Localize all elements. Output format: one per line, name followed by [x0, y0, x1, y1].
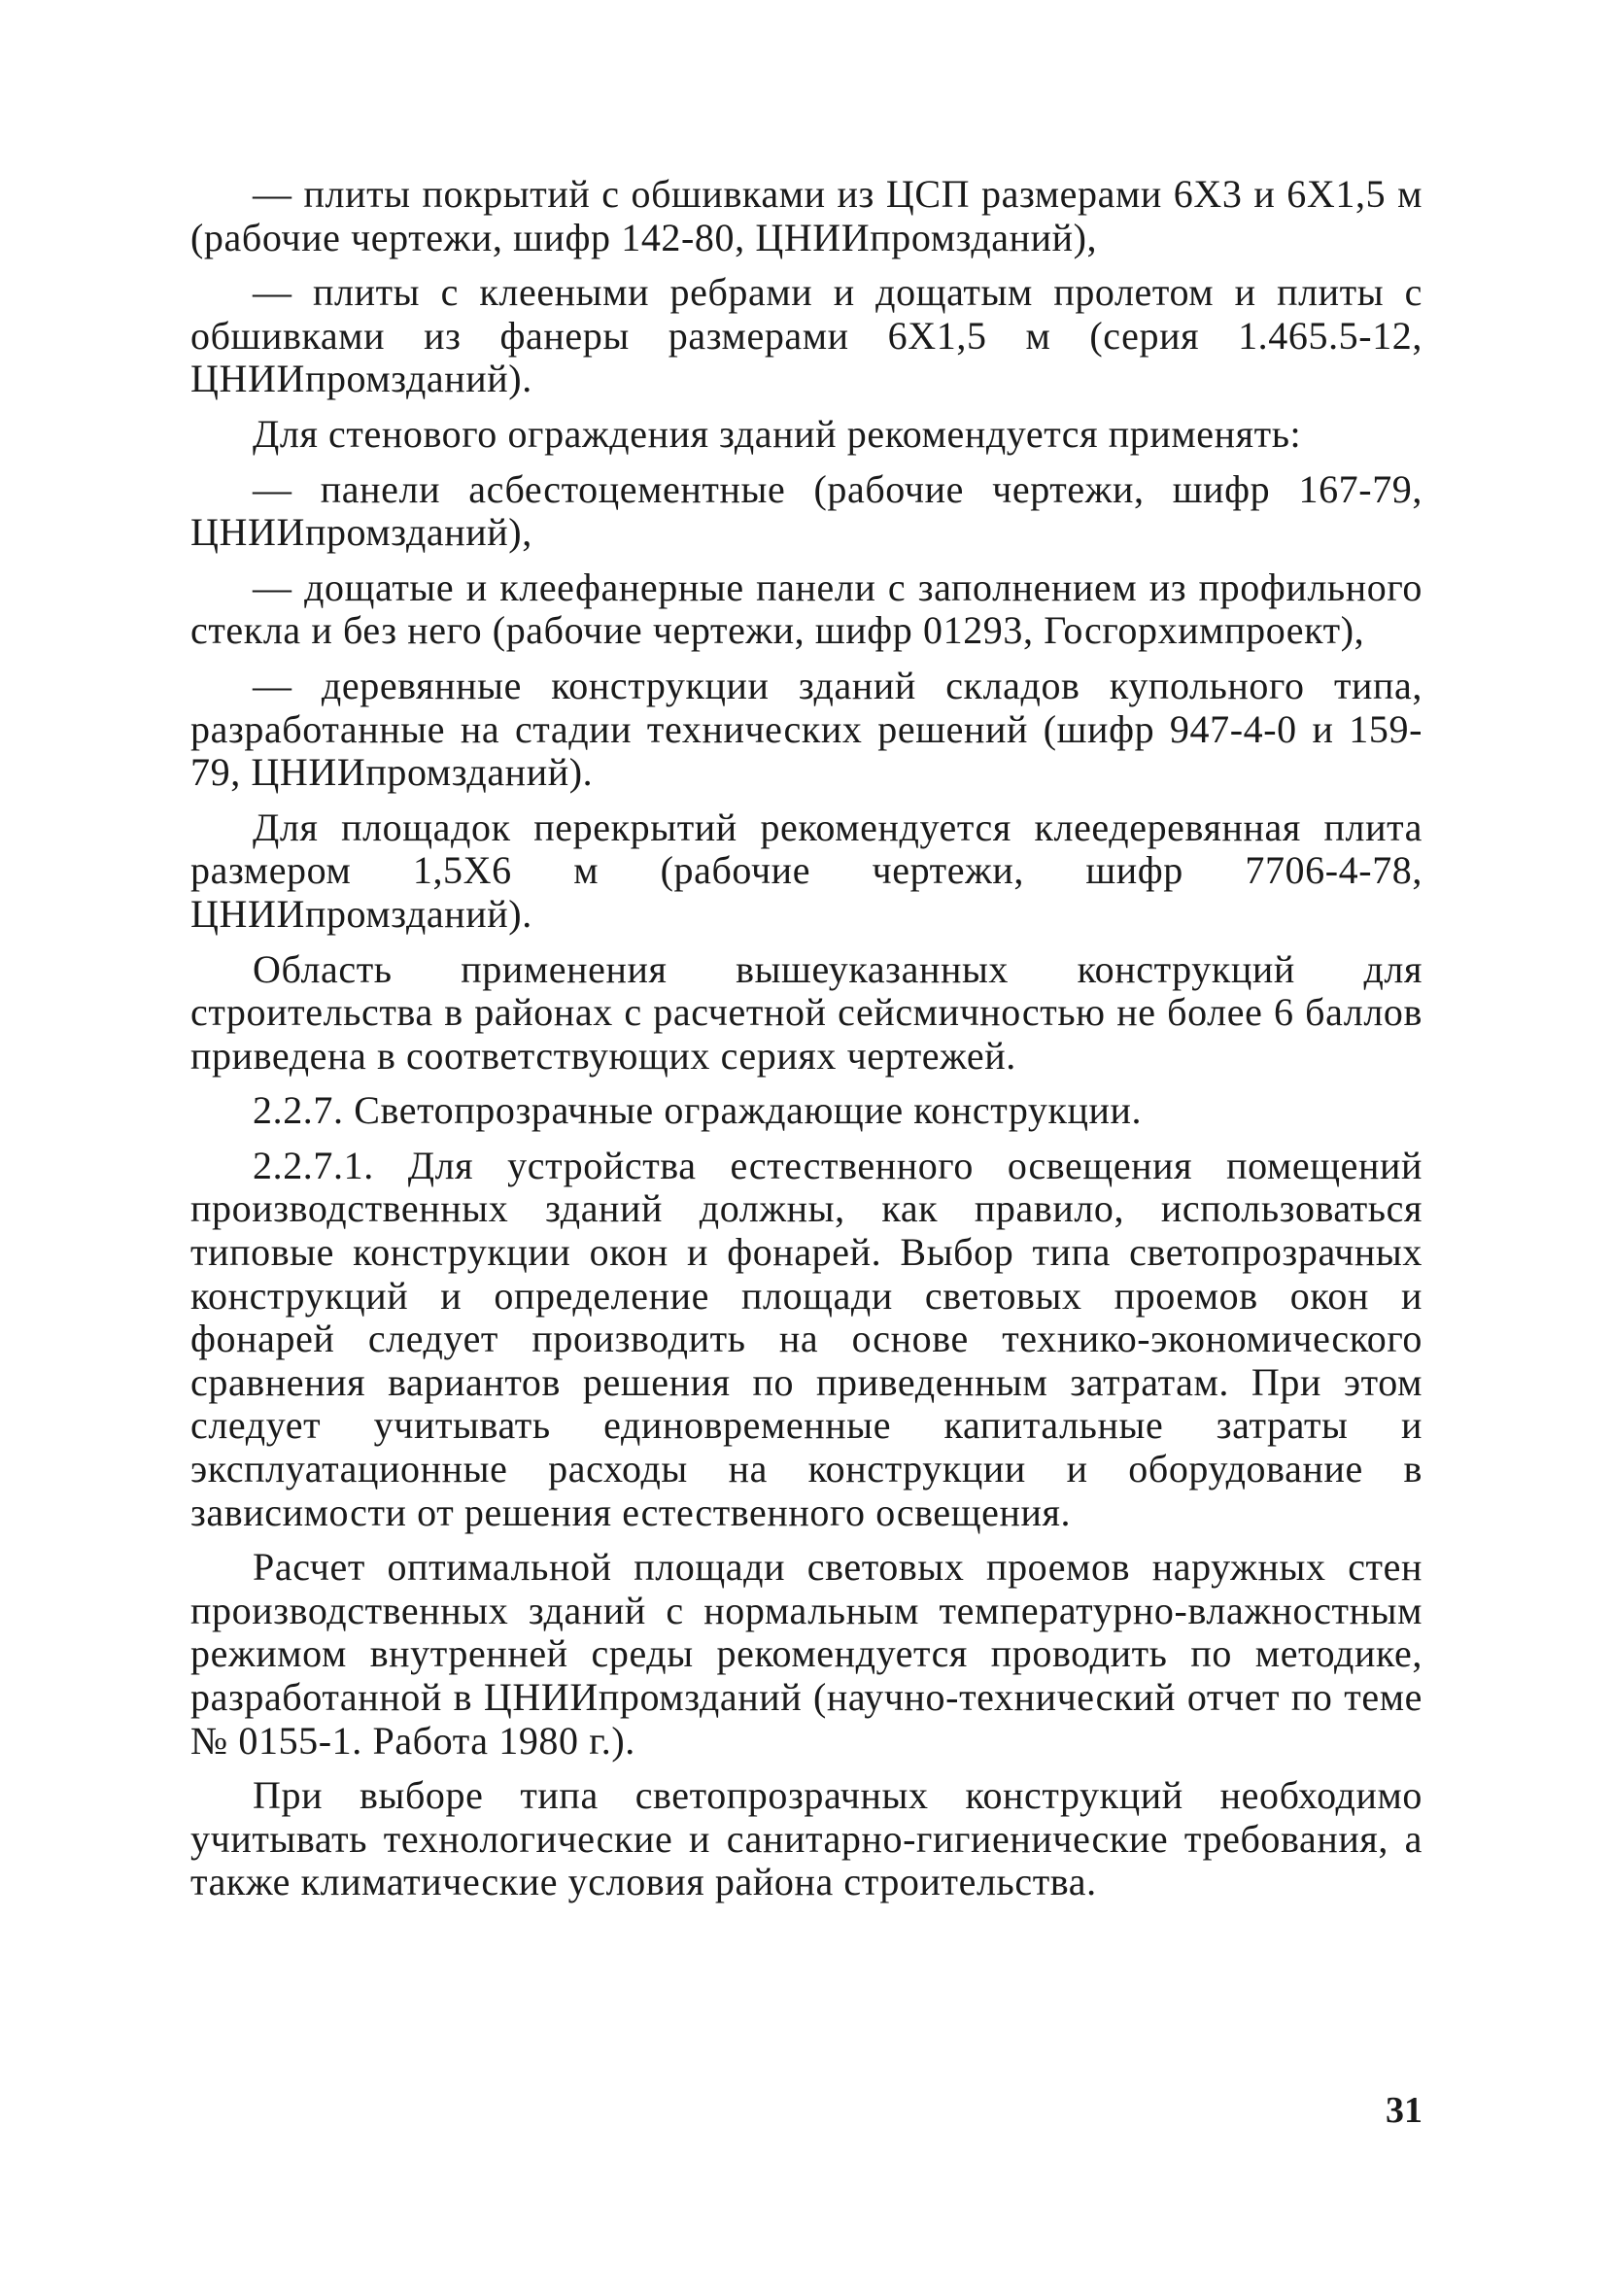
paragraph-1: — плиты покрытий с обшивками из ЦСП размерами 6Х3 и 6Х1,5 м (рабочие чертежи, шифр 142-80, ЦНИИпромзданий),	[190, 172, 1422, 259]
paragraph-4: — панели асбестоцементные (рабочие чертежи, шифр 167-79, ЦНИИпромзданий),	[190, 466, 1422, 555]
page-body	[190, 173, 1422, 1916]
paragraph-12: При выборе типа светопрозрачных конструкций необходимо учитывать технологические и санитарно-гигиенические требования, а также климатические условия района строительства.	[190, 1773, 1422, 1904]
paragraph-3: Для стенового ограждения зданий рекомендуется применять:	[253, 411, 1302, 456]
paragraph-2: — плиты с клееными ребрами и дощатым пролетом и плиты с обшивками из фанеры размерами 6Х1,5 м (серия 1.465.5-12, ЦНИИпромзданий).	[190, 270, 1422, 401]
paragraph-8: Область применения вышеуказанных конструкций для строительства в районах с расчетной сейсмичностью не более 6 баллов приведена в соответствующих сериях чертежей.	[190, 946, 1422, 1078]
page-number: 31	[1386, 2090, 1422, 2131]
paragraph-6: — деревянные конструкции зданий складов купольного типа, разработанные на стадии технических решений (шифр 947-4-0 и 159-79, ЦНИИпромзданий).	[190, 663, 1422, 795]
paragraph-11: Расчет оптимальной площади световых проемов наружных стен производственных зданий с нормальным температурно-влажностным режимом внутренней среды рекомендуется проводить по методике, разработанной в ЦНИИпромзданий (научно-технический отчет по теме № 0155-1. Работа 1980 г.).	[190, 1545, 1422, 1763]
paragraph-2-2-7-1: 2.2.7.1. Для устройства естественного освещения помещений производственных зданий должны, как правило, использоваться типовые конструкции окон и фонарей. Выбор типа светопрозрачных конструкций и определение площади световых проемов окон и фонарей следует производить на основе технико-экономического сравнения вариантов решения по приведенным затратам. При этом следует учитывать единовременные капитальные затраты и эксплуатационные расходы на конструкции и оборудование в зависимости от решения естественного освещения.	[190, 1143, 1422, 1534]
section-heading-2-2-7: 2.2.7. Светопрозрачные ограждающие конструкции.	[253, 1088, 1143, 1133]
paragraph-7: Для площадок перекрытий рекомендуется клеедеревянная плита размером 1,5Х6 м (рабочие чертежи, шифр 7706-4-78, ЦНИИпромзданий).	[190, 805, 1422, 936]
paragraph-5: — дощатые и клеефанерные панели с заполнением из профильного стекла и без него (рабочие чертежи, шифр 01293, Госгорхимпроект),	[190, 565, 1422, 653]
